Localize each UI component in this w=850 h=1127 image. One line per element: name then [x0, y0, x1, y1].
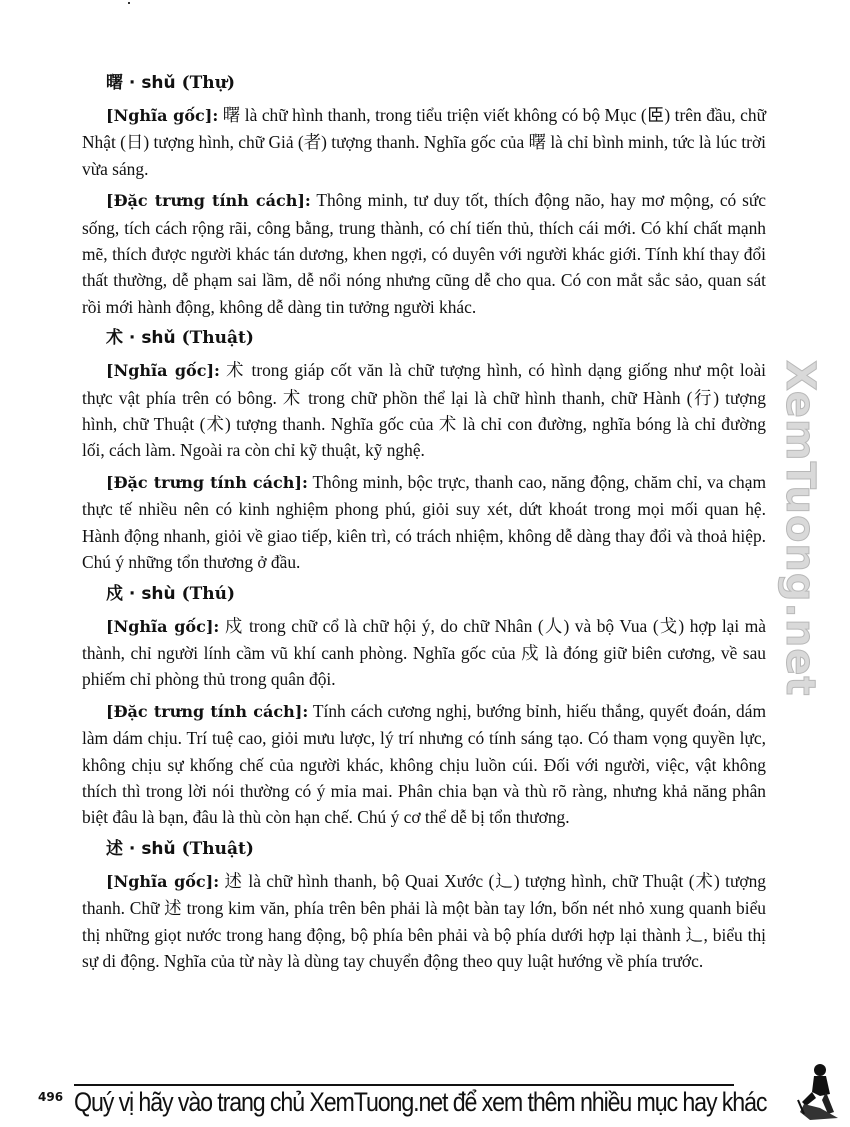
decorative-figure-icon [790, 1062, 845, 1122]
origin-text: 述 là chữ hình thanh, bộ Quai Xước (辶) tượng hình, chữ Thuật (术) tượng thanh. Chữ 述 trong kim văn, phía trên bên phải là một bàn tay lớn, bốn nét nhỏ xung quanh biểu thị những giọt nước trong hang động, bộ phía bên phải và bộ phía dưới hợp lại thành 辶, biểu thị sự di động. Nghĩa của từ này là dùng tay chuyển động theo quy luật hướng về phía trước. [82, 870, 766, 971]
entry-viet: (Thuật) [181, 328, 254, 349]
entry-origin [82, 868, 766, 975]
entry-viet: (Thự) [181, 73, 236, 93]
entry-origin [82, 102, 766, 182]
entry-han-char: 述 [106, 838, 123, 859]
trait-label: [Đặc trưng tính cách]: [106, 701, 309, 721]
entry-heading [106, 836, 766, 862]
entry-pinyin: shǔ [141, 838, 176, 859]
watermark-text: XemTuong.net [777, 360, 823, 697]
heading-separator: · [128, 583, 142, 604]
entry-traits [82, 698, 766, 831]
entry-viet: (Thuật) [181, 838, 254, 859]
entry-han-char: 术 [106, 328, 123, 349]
trait-text: Thông minh, bộc trực, thanh cao, năng động, chăm chỉ, va chạm thực tế nhiều nên có kinh nghiệm phong phú, giỏi suy xét, dứt khoát trong mọi mối quan hệ. Hành động nhanh, giỏi về giao tiếp, kiên trì, có trách nhiệm, không dễ dàng thay đổi và thoả hiệp. Chú ý những tổn thương ở đầu. [82, 471, 766, 573]
origin-text: 戍 trong chữ cổ là chữ hội ý, do chữ Nhân (人) và bộ Vua (戈) hợp lại mà thành, chỉ người lính cầm vũ khí canh phòng. Nghĩa gốc của 戍 là đóng giữ biên cương, về sau phiếm chỉ phòng thủ trong quân đội. [82, 615, 767, 690]
entry-heading [106, 325, 766, 351]
page-number: 496 [38, 1090, 64, 1104]
entry-traits [82, 187, 766, 320]
entry-han-char: 曙 [106, 73, 123, 93]
heading-separator: · [128, 73, 142, 93]
origin-text: 术 trong giáp cốt văn là chữ tượng hình, có hình dạng giống như một loài thực vật phía trên có bông. 术 trong chữ phồn thể lại là chữ hình thanh, chữ Hành (行) tượng hình, chữ Thuật (术) tượng thanh. Nghĩa gốc của 术 là chỉ con đường, nghĩa bóng là chỉ đường lối, cách làm. Ngoài ra còn chỉ kỹ thuật, kỹ nghệ. [82, 360, 767, 461]
trait-text: Thông minh, tư duy tốt, thích động não, hay mơ mộng, có sức sống, tích cách rộng rãi, công bằng, trung thành, có chí tiến thủ, thích cái mới. Có khí chất mạnh mẽ, thích được người khác tán dương, khen ngợi, có duyên với người khác giới. Tính khí thay đổi thất thường, dễ phạm sai lầm, dễ nổi nóng nhưng cũng dễ cho qua. Có con mắt sắc sảo, quan sát rồi mới hành động, không dễ dàng tin tưởng người khác. [82, 190, 766, 317]
footer-promo-link[interactable]: Quý vị hãy vào trang chủ XemTuong.net để xem thêm nhiều mục hay khác [74, 1087, 767, 1117]
entry-origin [82, 357, 766, 464]
origin-label: [Nghĩa gốc]: [106, 106, 219, 125]
trait-label: [Đặc trưng tính cách]: [106, 191, 311, 211]
entry-heading [106, 581, 766, 607]
origin-text: 曙 là chữ hình thanh, trong tiểu triện viết không có bộ Mục (𦣞) trên đầu, chữ Nhật (日) tượng hình, chữ Giả (者) tượng thanh. Nghĩa gốc của 曙 là chỉ bình minh, tức là lúc trời vừa sáng. [82, 105, 766, 179]
trait-text: Tính cách cương nghị, bướng bỉnh, hiếu thắng, quyết đoán, dám làm dám chịu. Trí tuệ cao, giỏi mưu lược, lý trí nhưng có tính sáng tạo. Có tham vọng quyền lực, không chịu sự khống chế của người khác, không chịu luồn cúi. Đối với người, việc, vật không thích thì trong lời nói thường có ý mỉa mai. Phân chia bạn và thù rõ ràng, nhưng khả năng phân biệt đâu là bạn, đâu là thù còn hạn chế. Chú ý cơ thể dễ bị tổn thương. [82, 700, 766, 828]
entry-heading [106, 70, 766, 96]
trait-label: [Đặc trưng tính cách]: [106, 472, 308, 492]
entry-han-char: 戍 [106, 583, 123, 604]
origin-label: [Nghĩa gốc]: [106, 361, 220, 381]
entry-pinyin: shǔ [141, 328, 176, 349]
entry-viet: (Thú) [181, 583, 236, 604]
origin-label: [Nghĩa gốc]: [106, 616, 220, 636]
entry-origin [82, 613, 766, 693]
entry-pinyin: shù [141, 583, 176, 604]
page-footer [38, 1080, 818, 1124]
watermark [772, 360, 832, 780]
origin-label: [Nghĩa gốc]: [106, 871, 220, 891]
scan-speck [128, 2, 130, 4]
heading-separator: · [128, 328, 142, 349]
entry-pinyin: shǔ [141, 73, 176, 93]
page-content [82, 70, 766, 979]
heading-separator: · [128, 838, 142, 859]
entry-traits [82, 469, 766, 576]
